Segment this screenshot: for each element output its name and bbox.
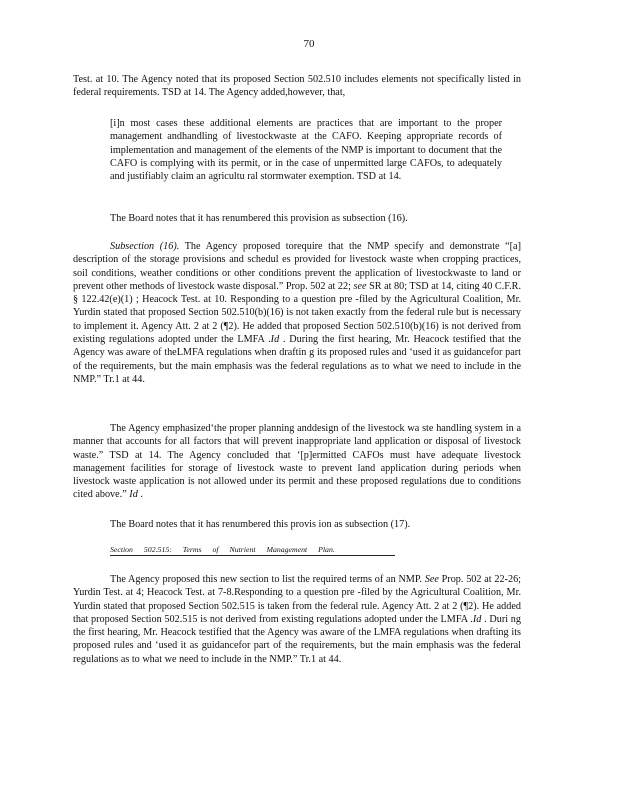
paragraph-text: The Agency proposed this new section to list the required terms of an NMP.: [110, 574, 425, 585]
paragraph-text: . During the first hearing, Mr. Heacock testified that the Agency was aware of theLMFA regulations when draftin g its proposed rules and ‘used it as guidancefor part of the requirements, but the main emphasis was the federal regulations as to what we need to include in the NMP.” Tr.1 at 44.: [73, 334, 521, 385]
see-signal: see: [353, 280, 367, 292]
section-heading: Section 502.515: Terms of Nutrient Management Plan.: [110, 545, 395, 556]
paragraph-text: The Agency emphasized‘the proper planning anddesign of the livestock wa ste handling system in a manner that accounts for all factors that will prevent inappropriate land application or disposal of livestock waste.” TSD at 14. The Agency concluded that ‘[p]ermitted CAFOs must have adequate livestock management facilities for storage of livestock waste to prevent land application during periods when livestock waste application is not allowed under its permit and these proposed regulations due to conditions cited above.”: [73, 423, 521, 501]
see-signal: See: [424, 574, 439, 585]
subsection-label: Subsection (16).: [110, 241, 180, 252]
paragraph-text: .: [137, 489, 143, 501]
id-signal: Id: [129, 489, 138, 501]
id-signal: Id: [270, 334, 280, 346]
page-number: 70: [303, 38, 315, 50]
paragraph-continuation: Test. at 10. The Agency noted that its proposed Section 502.510 includes elements not specifically listed in federal requirements. TSD at 14. The Agency added,however, that,: [73, 74, 521, 99]
paragraph-subsection-16: [73, 240, 521, 386]
board-note-renumbered-17: The Board notes that it has renumbered this provis ion as subsection (17).: [110, 519, 411, 530]
paragraph-text: The Agency proposed torequire that the NMP specify and demonstrate “[a] description of the storage provisions and schedul es provided for livestock waste when cropping practices, soil conditions, weather conditions or other conditions prevent the application of livestockwaste to land or prevent other methods of livestock waste disposal.” Prop. 502 at 22;: [73, 241, 521, 292]
paragraph-text: SR at 80; TSD at 14, citing 40 C.F.R. § 122.42(e)(1) ; Heacock Test. at 10. Responding to a question pre -filed by the Agricultural Coalition, Mr. Yurdin stated that proposed Section 502.510(b)(16) is not taken exactly from the federal rule but is necessary to implement it. Agency Att. 2 at 2 (¶2). He added that proposed Section 502.510(b)(16) is not derived from existing regulations adopted under the LMFA .: [73, 280, 521, 346]
paragraph-agency-emphasis: [73, 422, 521, 502]
paragraph-text: . Duri ng the first hearing, Mr. Heacock testified that the Agency was aware of the LMFA regulations when drafting its proposed rules and ‘used it as guidancefor part of the requirements, but the main emphasis was the federal regulations as to what we need to include in the NMP.” Tr.1 at 44.: [73, 613, 521, 665]
paragraph-section-502-515: [73, 573, 521, 666]
block-quote: [i]n most cases these additional elements are practices that are important to the proper management andhandling of livestockwaste at the CAFO. Keeping appropriate records of implementation and management of the elements of the NMP is important to document that the CAFO is complying with its permit, or in the case of unpermitted large CAFOs, to adequately and justifiably claim an agricultu ral stormwater exemption. TSD at 14.: [110, 118, 502, 183]
id-signal: Id: [472, 613, 482, 625]
board-note-renumbered-16: The Board notes that it has renumbered this provision as subsection (16).: [110, 213, 408, 224]
paragraph-text: Prop. 502 at 22-26; Yurdin Test. at 4; Heacock Test. at 7-8.Responding to a question pre -filed by the Agricultural Coalition, Mr. Yurdin stated that proposed Section 502.515 is taken from the federal rule. Agency Att. 2 at 2 (¶2). He added that proposed Section 502.515 is not derived from existing regulations adopted under the LMFA .: [73, 574, 521, 625]
